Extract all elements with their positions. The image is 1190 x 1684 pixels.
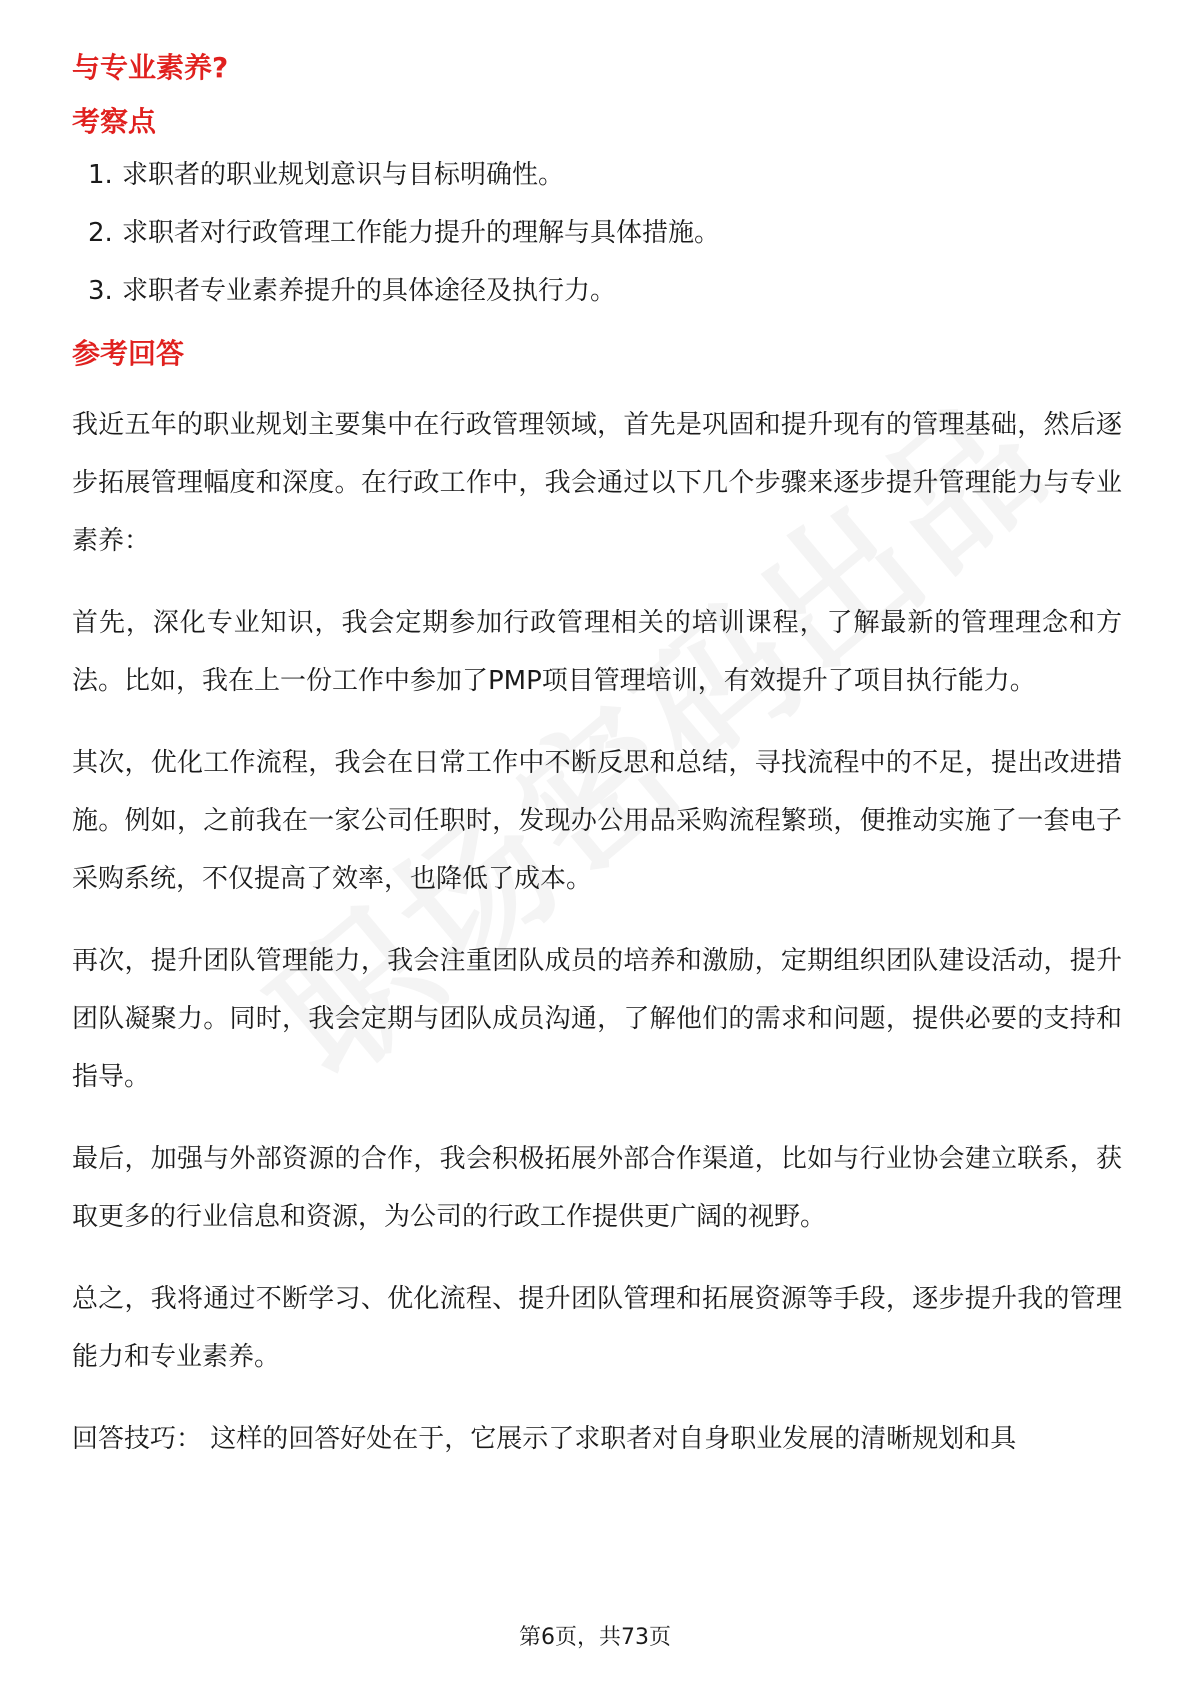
list-item bbox=[88, 160, 1122, 190]
list-item-text: 求职者对行政管理工作能力提升的理解与具体措施。 bbox=[122, 218, 721, 248]
list-item bbox=[88, 276, 1122, 306]
list-item-text: 求职者专业素养提升的具体途径及执行力。 bbox=[122, 276, 617, 306]
answer-paragraph: 最后，加强与外部资源的合作，我会积极拓展外部合作渠道，比如与行业协会建立联系，获取更多的行业信息和资源，为公司的行政工作提供更广阔的视野。 bbox=[72, 1144, 1122, 1232]
list-number: 2. bbox=[88, 218, 113, 248]
points-heading: 考察点 bbox=[72, 105, 157, 138]
answer-tips-paragraph: 回答技巧： 这样的回答好处在于，它展示了求职者对自身职业发展的清晰规划和具 bbox=[72, 1424, 1017, 1454]
answer-paragraph: 我近五年的职业规划主要集中在行政管理领域，首先是巩固和提升现有的管理基础，然后逐步拓展管理幅度和深度。在行政工作中，我会通过以下几个步骤来逐步提升管理能力与专业素养： bbox=[72, 410, 1122, 556]
page-number-footer: 第6页，共73页 bbox=[519, 1625, 671, 1650]
points-list bbox=[72, 160, 1122, 306]
answer-paragraph: 总之，我将通过不断学习、优化流程、提升团队管理和拓展资源等手段，逐步提升我的管理能力和专业素养。 bbox=[72, 1284, 1122, 1372]
list-item-text: 求职者的职业规划意识与目标明确性。 bbox=[122, 160, 565, 190]
list-number: 3. bbox=[88, 276, 113, 306]
list-item bbox=[88, 218, 1122, 248]
page-content bbox=[72, 48, 1122, 1492]
answer-paragraph: 首先，深化专业知识，我会定期参加行政管理相关的培训课程，了解最新的管理理念和方法。比如，我在上一份工作中参加了PMP项目管理培训，有效提升了项目执行能力。 bbox=[72, 608, 1122, 696]
list-number: 1. bbox=[88, 160, 113, 190]
answer-paragraph: 再次，提升团队管理能力，我会注重团队成员的培养和激励，定期组织团队建设活动，提升团队凝聚力。同时，我会定期与团队成员沟通，了解他们的需求和问题，提供必要的支持和指导。 bbox=[72, 946, 1122, 1092]
answer-heading: 参考回答 bbox=[72, 337, 185, 370]
answer-paragraph: 其次，优化工作流程，我会在日常工作中不断反思和总结，寻找流程中的不足，提出改进措施。例如，之前我在一家公司任职时，发现办公用品采购流程繁琐，便推动实施了一套电子采购系统，不仅提高了效率，也降低了成本。 bbox=[72, 748, 1122, 894]
question-heading-continuation: 与专业素养? bbox=[72, 51, 229, 84]
